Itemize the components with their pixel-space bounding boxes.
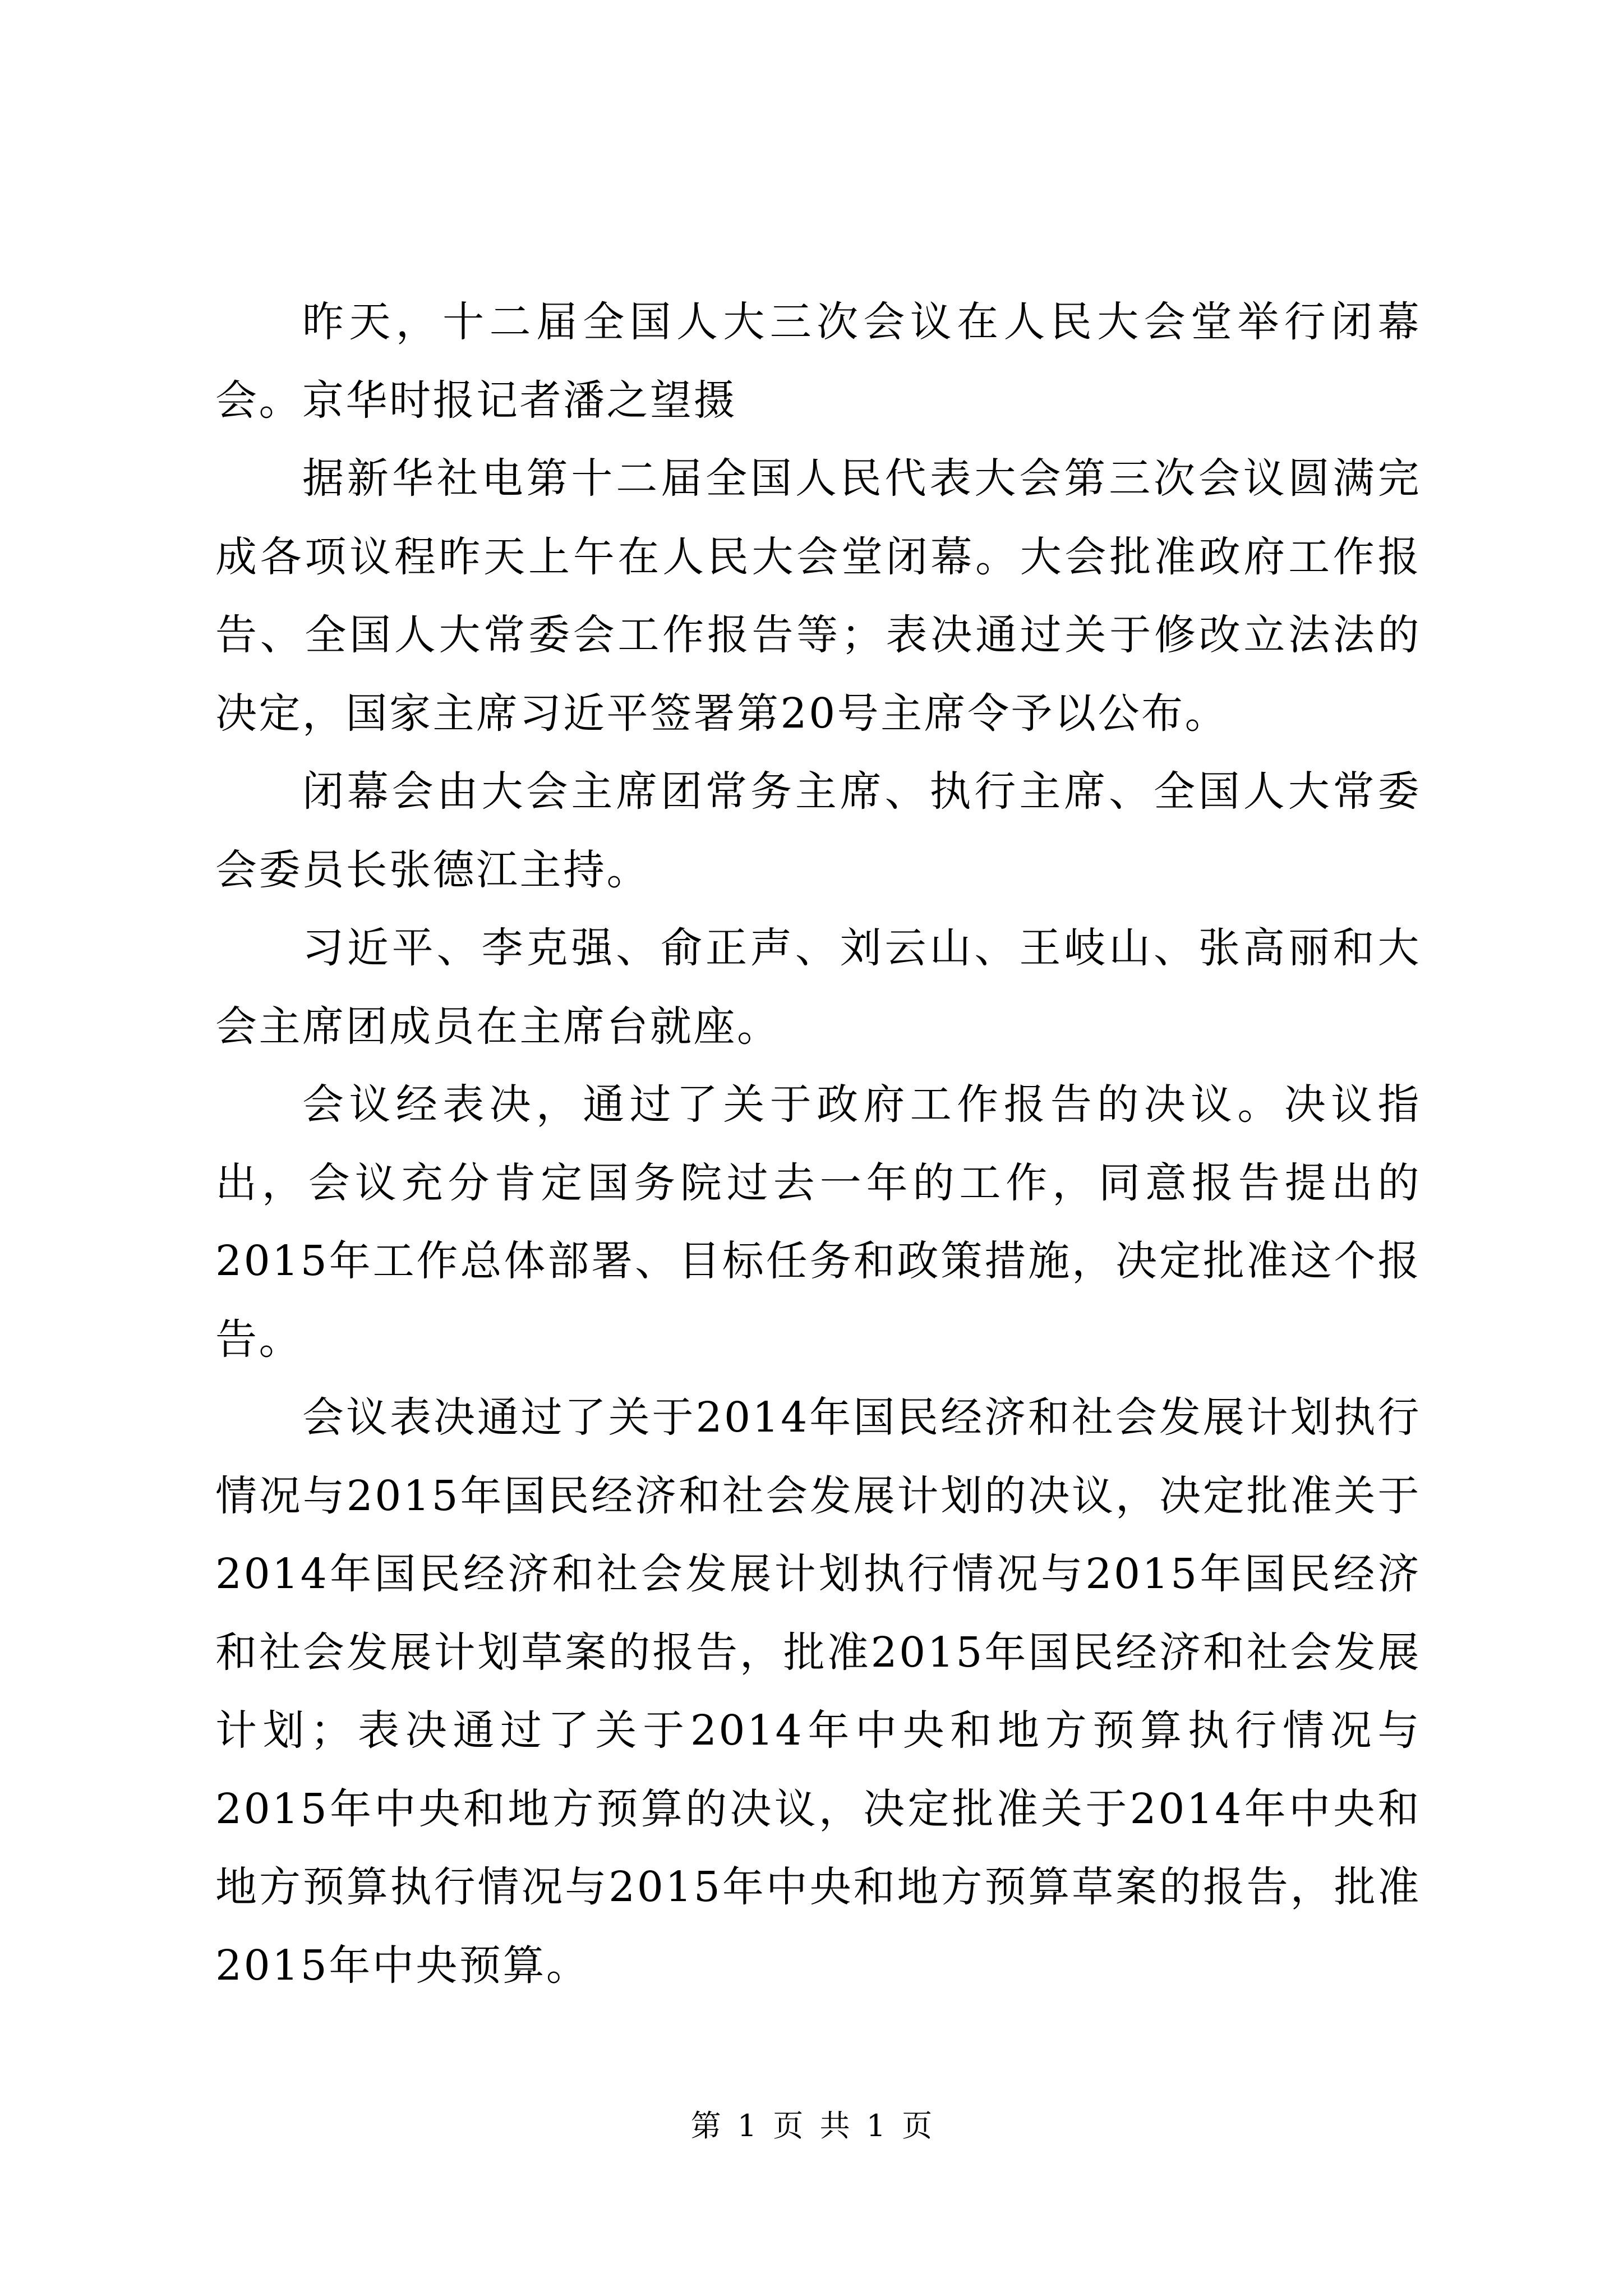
page-footer: 第 1 页 共 1 页 (690, 2108, 933, 2143)
paragraph-government-report-resolution: 会议经表决，通过了关于政府工作报告的决议。决议指出，会议充分肯定国务院过去一年的工作，同意报告提出的2015年工作总体部署、目标任务和政策措施，决定批准这个报告。 (215, 1080, 1421, 1364)
paragraph-photo-caption: 昨天，十二届全国人大三次会议在人民大会堂举行闭幕会。京华时报记者潘之望摄 (215, 298, 1421, 425)
paragraph-session-closing: 据新华社电第十二届全国人民代表大会第三次会议圆满完成各项议程昨天上午在人民大会堂闭幕。大会批准政府工作报告、全国人大常委会工作报告等；表决通过关于修改立法法的决定，国家主席习近平签署第20号主席令予以公布。 (215, 454, 1421, 738)
article-body (215, 283, 1421, 2005)
paragraph-meeting-chair: 闭幕会由大会主席团常务主席、执行主席、全国人大常委会委员长张德江主持。 (215, 767, 1421, 894)
paragraph-rostrum-members: 习近平、李克强、俞正声、刘云山、王岐山、张高丽和大会主席团成员在主席台就座。 (215, 924, 1421, 1051)
paragraph-plan-and-budget-resolutions: 会议表决通过了关于2014年国民经济和社会发展计划执行情况与2015年国民经济和社会发展计划的决议，决定批准关于2014年国民经济和社会发展计划执行情况与2015年国民经济和社会发展计划草案的报告，批准2015年国民经济和社会发展计划；表决通过了关于2014年中央和地方预算执行情况与2015年中央和地方预算的决议，决定批准关于2014年中央和地方预算执行情况与2015年中央和地方预算草案的报告，批准2015年中央预算。 (215, 1393, 1421, 1990)
